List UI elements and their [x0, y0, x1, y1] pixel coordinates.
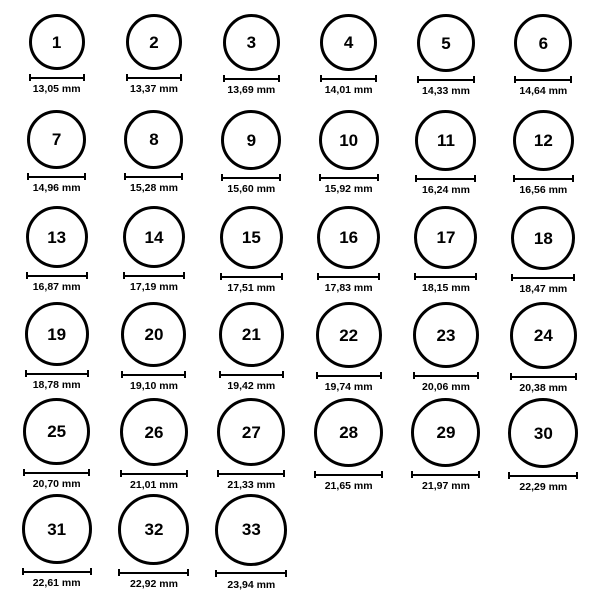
ring-size-label: 28	[339, 423, 359, 442]
ring-circle	[217, 398, 285, 466]
ring-diameter-label: 18,78 mm	[32, 379, 81, 391]
measure-cap-right-icon	[283, 470, 285, 477]
measure-cap-left-icon	[314, 471, 316, 478]
ring-size-cell[interactable]	[8, 302, 105, 398]
measure-cap-right-icon	[285, 570, 287, 577]
ring-diameter-label: 13,37 mm	[130, 83, 178, 95]
ring-diameter-label: 14,33 mm	[422, 85, 470, 97]
ring-diameter-label: 22,92 mm	[130, 578, 178, 590]
ring-size-cell[interactable]	[397, 14, 494, 110]
ring-size-label: 27	[241, 422, 261, 442]
diameter-measure-bar	[120, 470, 188, 477]
ring-size-label: 18	[533, 228, 553, 248]
measure-line	[26, 275, 88, 277]
measure-cap-left-icon	[513, 175, 515, 182]
ring-diameter-label: 15,28 mm	[130, 182, 178, 194]
ring-diameter-label: 14,01 mm	[324, 84, 373, 96]
measure-line	[124, 176, 183, 178]
diameter-measure-bar	[215, 570, 287, 577]
measure-cap-left-icon	[215, 570, 217, 577]
measure-cap-right-icon	[381, 471, 383, 478]
diameter-measure-bar	[415, 175, 476, 182]
measure-cap-right-icon	[377, 174, 379, 181]
measure-line	[221, 177, 281, 179]
ring-circle	[510, 302, 577, 369]
ring-size-label: 8	[149, 130, 159, 149]
measure-cap-right-icon	[87, 370, 89, 377]
measure-cap-left-icon	[124, 173, 126, 180]
diameter-measure-bar	[513, 175, 574, 182]
measure-cap-right-icon	[474, 175, 476, 182]
diameter-measure-bar	[317, 273, 380, 280]
measure-line	[415, 178, 476, 180]
ring-diameter-label: 21,33 mm	[227, 479, 276, 491]
ring-size-cell[interactable]	[105, 110, 202, 206]
ring-diameter-label: 21,01 mm	[130, 479, 178, 491]
measure-cap-left-icon	[27, 173, 29, 180]
ring-size-label: 19	[47, 324, 67, 344]
measure-line	[126, 77, 182, 79]
measure-cap-left-icon	[118, 569, 120, 576]
ring-circle	[120, 398, 188, 466]
diameter-measure-bar	[123, 272, 185, 279]
ring-size-label: 26	[144, 422, 164, 442]
measure-cap-right-icon	[281, 273, 283, 280]
ring-diameter-label: 18,47 mm	[519, 283, 568, 295]
ring-size-label: 33	[241, 520, 261, 540]
diameter-measure-bar	[220, 273, 283, 280]
measure-cap-left-icon	[223, 75, 225, 82]
measure-line	[25, 373, 89, 375]
diameter-measure-bar	[511, 274, 575, 281]
ring-diameter-label: 16,24 mm	[422, 184, 470, 196]
measure-cap-right-icon	[278, 75, 280, 82]
measure-cap-left-icon	[414, 273, 416, 280]
measure-cap-right-icon	[575, 373, 577, 380]
measure-line	[121, 374, 186, 376]
ring-size-cell[interactable]	[8, 398, 105, 494]
measure-cap-left-icon	[29, 74, 31, 81]
diameter-measure-bar	[23, 469, 90, 476]
ring-size-cell[interactable]	[203, 110, 300, 206]
diameter-measure-bar	[25, 370, 89, 377]
ring-size-cell[interactable]	[105, 494, 202, 590]
measure-cap-right-icon	[573, 274, 575, 281]
ring-size-label: 12	[533, 131, 553, 150]
ring-diameter-label: 13,05 mm	[32, 83, 81, 95]
measure-line	[508, 475, 578, 477]
diameter-measure-bar	[217, 470, 285, 477]
diameter-measure-bar	[514, 76, 572, 83]
ring-diameter-label: 17,83 mm	[324, 282, 373, 294]
measure-cap-right-icon	[83, 74, 85, 81]
measure-cap-right-icon	[186, 470, 188, 477]
ring-diameter-label: 21,65 mm	[324, 480, 373, 492]
ring-circle	[124, 110, 183, 169]
measure-cap-right-icon	[184, 371, 186, 378]
ring-size-cell[interactable]	[203, 494, 300, 590]
ring-size-cell[interactable]	[300, 110, 397, 206]
ring-size-cell[interactable]	[495, 398, 592, 494]
measure-line	[29, 77, 85, 79]
measure-line	[417, 79, 475, 81]
ring-size-cell[interactable]	[8, 14, 105, 110]
measure-cap-left-icon	[26, 272, 28, 279]
measure-cap-left-icon	[510, 373, 512, 380]
ring-circle	[27, 110, 86, 169]
measure-cap-left-icon	[123, 272, 125, 279]
measure-cap-left-icon	[514, 76, 516, 83]
measure-cap-left-icon	[121, 371, 123, 378]
ring-size-cell[interactable]	[203, 302, 300, 398]
ring-diameter-label: 17,51 mm	[227, 282, 276, 294]
diameter-measure-bar	[29, 74, 85, 81]
measure-line	[23, 472, 90, 474]
diameter-measure-bar	[219, 371, 284, 378]
diameter-measure-bar	[118, 569, 189, 576]
ring-circle	[25, 302, 89, 366]
ring-circle	[317, 206, 380, 269]
ring-circle	[319, 110, 379, 170]
ring-size-label: 1	[51, 32, 62, 52]
ring-size-cell[interactable]	[203, 398, 300, 494]
ring-circle	[220, 206, 283, 269]
ring-size-cell[interactable]	[300, 302, 397, 398]
measure-cap-left-icon	[411, 471, 413, 478]
diameter-measure-bar	[320, 75, 377, 82]
ring-size-cell[interactable]	[8, 494, 105, 590]
ring-size-label: 2	[149, 32, 159, 52]
ring-size-label: 7	[51, 130, 62, 149]
ring-size-cell[interactable]	[495, 206, 592, 302]
diameter-measure-bar	[121, 371, 186, 378]
diameter-measure-bar	[508, 472, 578, 479]
measure-line	[120, 473, 188, 475]
measure-cap-right-icon	[473, 76, 475, 83]
measure-line	[513, 178, 574, 180]
ring-size-cell[interactable]	[105, 206, 202, 302]
ring-size-cell[interactable]	[397, 110, 494, 206]
ring-diameter-label: 20,70 mm	[32, 478, 81, 490]
ring-size-cell[interactable]	[8, 110, 105, 206]
measure-cap-left-icon	[219, 371, 221, 378]
ring-circle	[417, 14, 475, 72]
ring-diameter-label: 16,56 mm	[519, 184, 568, 196]
ring-diameter-label: 19,42 mm	[227, 380, 276, 392]
ring-circle	[118, 494, 189, 565]
measure-cap-left-icon	[319, 174, 321, 181]
ring-diameter-label: 14,96 mm	[32, 182, 81, 194]
ring-size-cell[interactable]	[397, 206, 494, 302]
ring-diameter-label: 16,87 mm	[32, 281, 81, 293]
diameter-measure-bar	[319, 174, 379, 181]
ring-diameter-label: 20,06 mm	[422, 381, 470, 393]
ring-diameter-label: 17,19 mm	[130, 281, 178, 293]
measure-cap-right-icon	[90, 568, 92, 575]
measure-line	[314, 474, 383, 476]
ring-size-cell[interactable]	[203, 206, 300, 302]
ring-size-label: 20	[144, 325, 164, 344]
ring-circle	[221, 110, 281, 170]
diameter-measure-bar	[126, 74, 182, 81]
ring-circle	[123, 206, 185, 268]
measure-line	[217, 473, 285, 475]
ring-diameter-label: 19,74 mm	[324, 381, 373, 393]
ring-diameter-label: 13,69 mm	[227, 84, 276, 96]
measure-cap-left-icon	[413, 372, 415, 379]
ring-diameter-label: 18,15 mm	[422, 282, 470, 294]
ring-circle	[511, 206, 575, 270]
measure-cap-right-icon	[375, 75, 377, 82]
ring-diameter-label: 14,64 mm	[519, 85, 568, 97]
ring-circle	[22, 494, 92, 564]
measure-cap-left-icon	[126, 74, 128, 81]
ring-circle	[320, 14, 377, 71]
ring-size-cell[interactable]	[300, 206, 397, 302]
ring-size-cell[interactable]	[203, 14, 300, 110]
ring-size-label: 14	[144, 227, 164, 247]
diameter-measure-bar	[22, 568, 92, 575]
ring-size-grid	[8, 14, 592, 590]
ring-size-label: 25	[47, 422, 67, 441]
measure-cap-left-icon	[511, 274, 513, 281]
measure-line	[215, 572, 287, 574]
ring-diameter-label: 20,38 mm	[519, 382, 568, 394]
ring-size-label: 6	[538, 33, 549, 53]
diameter-measure-bar	[26, 272, 88, 279]
measure-line	[123, 275, 185, 277]
measure-line	[319, 177, 379, 179]
ring-circle	[223, 14, 280, 71]
measure-cap-left-icon	[415, 175, 417, 182]
diameter-measure-bar	[411, 471, 480, 478]
ring-circle	[314, 398, 383, 467]
ring-size-label: 24	[533, 326, 553, 345]
measure-cap-left-icon	[217, 470, 219, 477]
ring-circle	[219, 302, 284, 367]
measure-cap-right-icon	[183, 272, 185, 279]
measure-cap-left-icon	[120, 470, 122, 477]
measure-cap-left-icon	[417, 76, 419, 83]
measure-cap-right-icon	[572, 175, 574, 182]
ring-size-cell[interactable]	[105, 302, 202, 398]
measure-cap-right-icon	[478, 471, 480, 478]
ring-size-cell[interactable]	[495, 302, 592, 398]
ring-size-label: 23	[436, 325, 456, 345]
ring-size-label: 31	[47, 519, 67, 539]
measure-cap-left-icon	[320, 75, 322, 82]
ring-circle	[121, 302, 186, 367]
ring-size-label: 4	[343, 33, 354, 52]
measure-line	[317, 276, 380, 278]
measure-cap-left-icon	[508, 472, 510, 479]
measure-line	[223, 78, 280, 80]
diameter-measure-bar	[510, 373, 577, 380]
ring-diameter-label: 22,29 mm	[519, 481, 568, 493]
measure-cap-right-icon	[570, 76, 572, 83]
measure-line	[510, 376, 577, 378]
ring-circle	[508, 398, 578, 468]
ring-diameter-label: 15,60 mm	[227, 183, 276, 195]
ring-size-label: 29	[436, 423, 456, 442]
ring-circle	[29, 14, 85, 70]
measure-cap-left-icon	[22, 568, 24, 575]
ring-diameter-label: 21,97 mm	[422, 480, 470, 492]
ring-diameter-label: 22,61 mm	[32, 577, 81, 589]
diameter-measure-bar	[413, 372, 479, 379]
measure-cap-left-icon	[220, 273, 222, 280]
ring-diameter-label: 19,10 mm	[130, 380, 178, 392]
ring-diameter-label: 15,92 mm	[324, 183, 373, 195]
ring-size-label: 5	[441, 33, 451, 53]
ring-size-label: 10	[339, 130, 359, 150]
ring-size-label: 17	[436, 228, 456, 247]
ring-size-label: 9	[246, 130, 257, 150]
measure-line	[320, 78, 377, 80]
ring-circle	[316, 302, 382, 368]
ring-size-label: 3	[246, 33, 257, 52]
ring-circle	[126, 14, 182, 70]
diameter-measure-bar	[314, 471, 383, 478]
measure-line	[316, 375, 382, 377]
ring-size-label: 30	[533, 423, 553, 443]
measure-cap-right-icon	[477, 372, 479, 379]
measure-cap-right-icon	[86, 272, 88, 279]
measure-cap-right-icon	[187, 569, 189, 576]
ring-size-cell[interactable]	[105, 398, 202, 494]
ring-size-cell[interactable]	[8, 206, 105, 302]
measure-line	[411, 474, 480, 476]
measure-cap-left-icon	[317, 273, 319, 280]
measure-line	[220, 276, 283, 278]
diameter-measure-bar	[124, 173, 183, 180]
ring-circle	[513, 110, 574, 171]
ring-size-label: 16	[339, 228, 359, 247]
ring-size-cell[interactable]	[397, 398, 494, 494]
ring-size-cell[interactable]	[105, 14, 202, 110]
diameter-measure-bar	[27, 173, 86, 180]
ring-size-cell[interactable]	[495, 110, 592, 206]
measure-line	[514, 79, 572, 81]
measure-cap-right-icon	[282, 371, 284, 378]
diameter-measure-bar	[417, 76, 475, 83]
ring-size-label: 21	[241, 325, 261, 344]
measure-cap-right-icon	[84, 173, 86, 180]
measure-cap-right-icon	[181, 173, 183, 180]
ring-size-cell[interactable]	[495, 14, 592, 110]
measure-line	[511, 277, 575, 279]
measure-cap-right-icon	[576, 472, 578, 479]
measure-cap-right-icon	[88, 469, 90, 476]
ring-circle	[411, 398, 480, 467]
measure-cap-left-icon	[221, 174, 223, 181]
measure-line	[413, 375, 479, 377]
diameter-measure-bar	[221, 174, 281, 181]
measure-cap-right-icon	[475, 273, 477, 280]
ring-size-cell[interactable]	[300, 398, 397, 494]
ring-circle	[26, 206, 88, 268]
measure-cap-left-icon	[25, 370, 27, 377]
ring-size-label: 11	[436, 131, 455, 150]
ring-circle	[414, 206, 477, 269]
measure-line	[414, 276, 477, 278]
measure-line	[219, 374, 284, 376]
ring-size-label: 13	[47, 227, 67, 247]
ring-size-label: 15	[241, 228, 261, 247]
ring-circle	[413, 302, 479, 368]
measure-cap-left-icon	[316, 372, 318, 379]
ring-circle	[23, 398, 90, 465]
diameter-measure-bar	[414, 273, 477, 280]
measure-cap-right-icon	[279, 174, 281, 181]
measure-cap-right-icon	[180, 74, 182, 81]
measure-cap-right-icon	[380, 372, 382, 379]
ring-size-label: 22	[339, 325, 359, 345]
ring-circle	[514, 14, 572, 72]
diameter-measure-bar	[223, 75, 280, 82]
ring-circle	[215, 494, 287, 566]
diameter-measure-bar	[316, 372, 382, 379]
ring-size-cell[interactable]	[300, 14, 397, 110]
ring-size-cell[interactable]	[397, 302, 494, 398]
measure-line	[118, 572, 189, 574]
measure-line	[22, 571, 92, 573]
ring-size-label: 32	[144, 520, 164, 539]
measure-cap-right-icon	[378, 273, 380, 280]
measure-cap-left-icon	[23, 469, 25, 476]
measure-line	[27, 176, 86, 178]
ring-circle	[415, 110, 476, 171]
ring-diameter-label: 23,94 mm	[227, 578, 276, 591]
